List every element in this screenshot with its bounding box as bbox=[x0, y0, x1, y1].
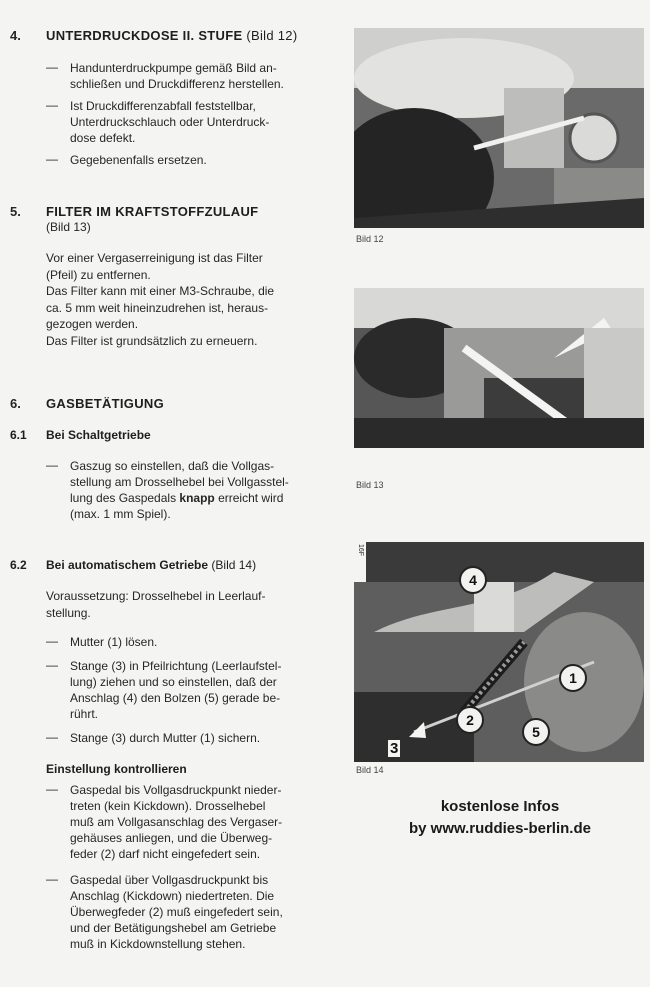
label-1: 1 bbox=[559, 664, 587, 692]
text-line: Voraussetzung: Drosselhebel in Leerlauf- bbox=[46, 589, 266, 603]
text-line: Anschlag (4) den Bolzen (5) gerade be- bbox=[70, 691, 281, 705]
text-line: treten (kein Kickdown). Drosselhebel bbox=[70, 799, 266, 813]
dash: — bbox=[46, 730, 58, 744]
photo-side-tab bbox=[354, 542, 366, 582]
section-5-ref: (Bild 13) bbox=[46, 220, 91, 234]
text-line: rührt. bbox=[70, 707, 99, 721]
text-run: lung des Gaspedals bbox=[70, 491, 180, 505]
text-line: ca. 5 mm weit hineinzudrehen ist, heraus- bbox=[46, 300, 269, 315]
photo-bild-12 bbox=[354, 28, 644, 228]
section-6-2-title bbox=[46, 558, 256, 572]
text-line: dose defekt. bbox=[70, 131, 136, 145]
dash: — bbox=[46, 98, 58, 112]
dash: — bbox=[46, 634, 58, 648]
promo-line-2: by www.ruddies-berlin.de bbox=[409, 820, 591, 837]
section-4-item-3 bbox=[46, 152, 336, 168]
caption-bild-12: Bild 12 bbox=[356, 234, 384, 244]
caption-bild-14: Bild 14 bbox=[356, 765, 384, 775]
text-line: Stange (3) durch Mutter (1) sichern. bbox=[70, 731, 261, 745]
section-6-2-item-2 bbox=[46, 658, 336, 722]
section-6-2-item-1 bbox=[46, 634, 336, 650]
text-line: schließen und Druckdifferenz herstellen. bbox=[70, 77, 284, 91]
section-4-title-text: UNTERDRUCKDOSE II. STUFE bbox=[46, 28, 243, 43]
section-6-2-item-3 bbox=[46, 730, 336, 746]
text-line: Unterdruckschlauch oder Unterdruck- bbox=[70, 115, 270, 129]
text-line: gezogen werden. bbox=[46, 317, 139, 331]
check-item-1 bbox=[46, 782, 336, 862]
section-6-1-number: 6.1 bbox=[10, 428, 27, 442]
section-6-2-paragraph bbox=[46, 588, 346, 621]
dash: — bbox=[46, 458, 58, 472]
label-2: 2 bbox=[456, 706, 484, 734]
section-6-2-title-text: Bei automatischem Getriebe bbox=[46, 558, 209, 572]
text-line: Gegebenenfalls ersetzen. bbox=[70, 153, 207, 167]
section-5-paragraph bbox=[46, 250, 346, 349]
section-6-title: GASBETÄTIGUNG bbox=[46, 396, 165, 411]
dash: — bbox=[46, 658, 58, 672]
section-6-1-title: Bei Schaltgetriebe bbox=[46, 428, 151, 442]
text-line: Vor einer Vergaserreinigung ist das Filter bbox=[46, 251, 263, 265]
text-line: muß in Kickdownstellung stehen. bbox=[70, 937, 246, 951]
text-line: (max. 1 mm Spiel). bbox=[70, 507, 171, 521]
check-item-2 bbox=[46, 872, 336, 952]
label-5: 5 bbox=[522, 718, 550, 746]
text-line: Handunterdruckpumpe gemäß Bild an- bbox=[70, 61, 277, 75]
text-line: Stange (3) in Pfeilrichtung (Leerlaufstel- bbox=[70, 659, 282, 673]
emphasis-text: knapp bbox=[179, 491, 215, 505]
promo-line-1: kostenlose Infos bbox=[440, 798, 560, 815]
text-line: Gaszug so einstellen, daß die Vollgas- bbox=[70, 459, 275, 473]
photo-bild-13 bbox=[354, 288, 644, 448]
text-line: lung) ziehen und so einstellen, daß der bbox=[70, 675, 277, 689]
dash: — bbox=[46, 872, 58, 886]
photo-bild-14-image bbox=[354, 542, 644, 762]
text-line bbox=[70, 490, 346, 506]
text-line: stellung. bbox=[46, 605, 91, 620]
text-line: Das Filter ist grundsätzlich zu erneuern. bbox=[46, 333, 258, 348]
text-line: Anschlag (Kickdown) niedertreten. Die bbox=[70, 889, 275, 903]
photo-bild-14 bbox=[354, 542, 644, 762]
section-4-item-2 bbox=[46, 98, 336, 146]
text-run: erreicht wird bbox=[214, 491, 284, 505]
dash: — bbox=[46, 782, 58, 796]
photo-bild-13-image bbox=[354, 288, 644, 448]
section-6-number: 6. bbox=[10, 396, 21, 411]
text-line: Überwegfeder (2) muß eingefedert sein, bbox=[70, 905, 283, 919]
text-line: stellung am Drosselhebel bei Vollgasstel- bbox=[70, 475, 289, 489]
section-5-number: 5. bbox=[10, 204, 21, 219]
dash: — bbox=[46, 152, 58, 166]
photo-bild-12-image bbox=[354, 28, 644, 228]
text-line: (Pfeil) zu entfernen. bbox=[46, 267, 151, 282]
text-line: Ist Druckdifferenzabfall feststellbar, bbox=[70, 99, 256, 113]
text-line: Mutter (1) lösen. bbox=[70, 635, 158, 649]
caption-bild-13: Bild 13 bbox=[356, 480, 384, 490]
text-line: und der Betätigungshebel am Getriebe bbox=[70, 921, 277, 935]
text-line: Gaspedal über Vollgasdruckpunkt bis bbox=[70, 873, 269, 887]
section-6-1-item bbox=[46, 458, 346, 522]
section-4-item-1 bbox=[46, 60, 336, 92]
section-4-title bbox=[46, 28, 297, 43]
dash: — bbox=[46, 60, 58, 74]
check-title: Einstellung kontrollieren bbox=[46, 762, 187, 776]
section-6-2-number: 6.2 bbox=[10, 558, 27, 572]
photo-side-label: 16F bbox=[357, 544, 364, 557]
text-line: Das Filter kann mit einer M3-Schraube, die bbox=[46, 284, 275, 298]
label-4: 4 bbox=[459, 566, 487, 594]
text-line: feder (2) darf nicht eingefedert sein. bbox=[70, 847, 261, 861]
text-line: Gaspedal bis Vollgasdruckpunkt nieder- bbox=[70, 783, 282, 797]
text-line: gehäuses anliegen, und die Überweg- bbox=[70, 831, 273, 845]
label-3: 3 bbox=[390, 740, 399, 757]
section-6-2-ref: (Bild 14) bbox=[211, 558, 257, 572]
section-4-number: 4. bbox=[10, 28, 21, 43]
section-4-ref: (Bild 12) bbox=[246, 28, 298, 43]
section-5-title: FILTER IM KRAFTSTOFFZULAUF bbox=[46, 204, 259, 219]
text-line: muß am Vollgasanschlag des Vergaser- bbox=[70, 815, 283, 829]
